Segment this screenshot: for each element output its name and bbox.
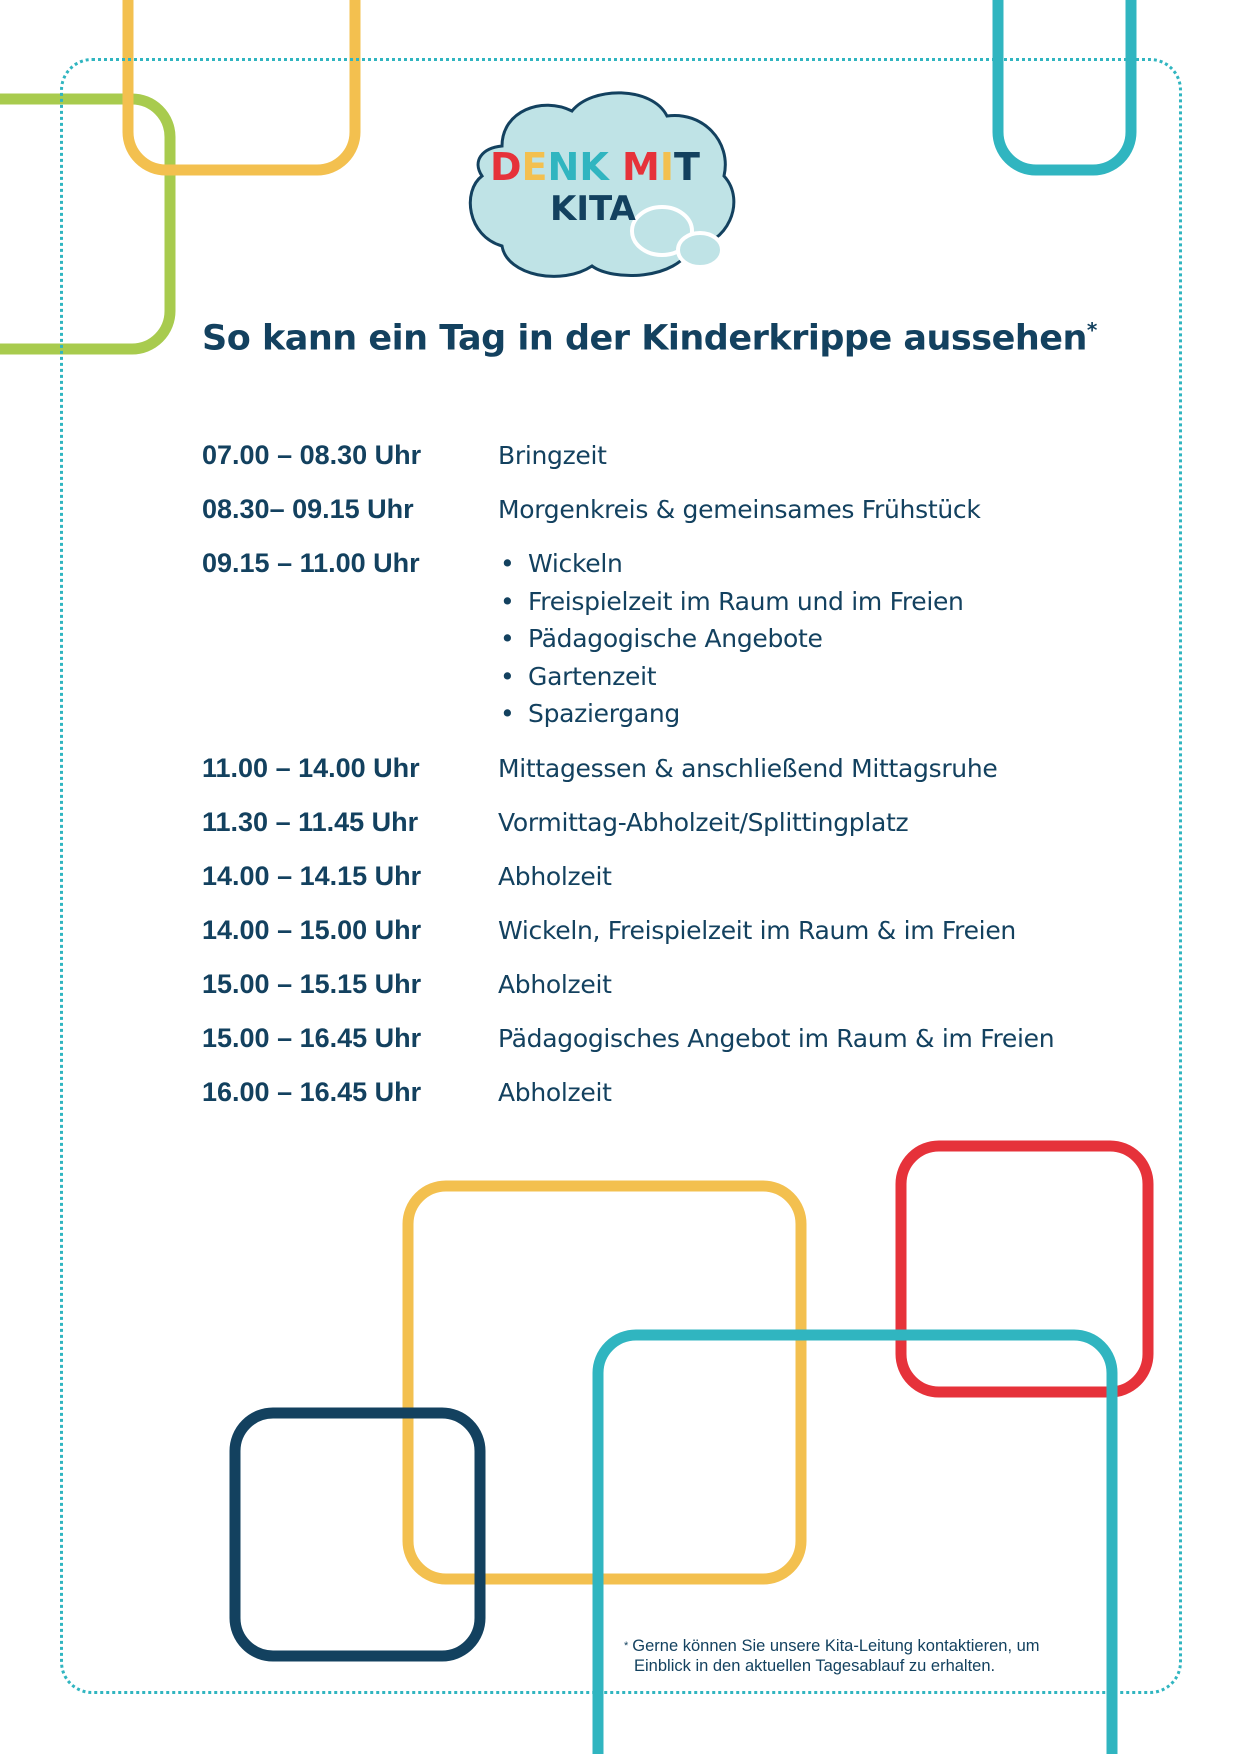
logo-letter: E	[521, 145, 548, 189]
schedule-row	[202, 545, 1102, 733]
denk-mit-kita-logo	[462, 86, 740, 282]
logo-letter	[609, 145, 622, 189]
logo-tiny-bubble	[678, 233, 722, 267]
schedule-activity: Abholzeit	[498, 861, 612, 891]
footnote-asterisk: *	[624, 1640, 629, 1652]
schedule-activity: Vormittag-Abholzeit/Splittingplatz	[498, 807, 909, 837]
schedule-time: 14.00 – 15.00 Uhr	[202, 914, 422, 945]
schedule-bullet-list	[498, 545, 1102, 733]
list-item-text: Gartenzeit	[528, 661, 657, 691]
list-item-text: Freispielzeit im Raum und im Freien	[528, 586, 964, 616]
page-title-text: So kann ein Tag in der Kinderkrippe aussehen	[202, 318, 1087, 359]
schedule-row	[202, 750, 1102, 787]
list-item-text: Spaziergang	[528, 699, 680, 729]
footnote	[624, 1636, 1094, 1676]
schedule-row	[202, 491, 1102, 528]
list-item	[498, 620, 1102, 658]
logo-letter: K	[579, 145, 609, 189]
schedule-row	[202, 1020, 1102, 1057]
schedule-activity: Pädagogisches Angebot im Raum & im Freien	[498, 1023, 1055, 1053]
schedule-time: 11.30 – 11.45 Uhr	[202, 806, 419, 837]
schedule-time: 14.00 – 14.15 Uhr	[202, 860, 422, 891]
schedule-time: 15.00 – 16.45 Uhr	[202, 1022, 422, 1053]
logo-letter: M	[622, 145, 660, 189]
schedule-activity: Bringzeit	[498, 441, 607, 470]
schedule-row	[202, 1074, 1102, 1111]
schedule-row	[202, 966, 1102, 1003]
list-item	[498, 583, 1102, 621]
teal-rounded-square-bottom	[598, 1335, 1112, 1754]
schedule-row	[202, 858, 1102, 895]
bullet-icon: •	[500, 586, 515, 616]
page-title	[202, 318, 1122, 359]
logo-line2: KITA	[550, 189, 636, 229]
schedule-row	[202, 912, 1102, 949]
logo-letter: I	[659, 145, 674, 189]
list-item-text: Wickeln	[528, 549, 623, 578]
schedule-row	[202, 804, 1102, 841]
schedule-activity: Abholzeit	[498, 969, 612, 999]
bullet-icon: •	[500, 549, 515, 578]
logo-letter: D	[490, 145, 522, 189]
logo-letter: T	[673, 145, 700, 189]
bullet-icon: •	[500, 624, 515, 654]
schedule-time: 07.00 – 08.30 Uhr	[202, 440, 422, 470]
bullet-icon: •	[500, 699, 515, 729]
schedule-time: 09.15 – 11.00 Uhr	[202, 548, 420, 578]
title-asterisk: *	[1086, 318, 1097, 342]
schedule-time: 15.00 – 15.15 Uhr	[202, 968, 422, 999]
schedule-time: 08.30– 09.15 Uhr	[202, 494, 414, 524]
schedule-activity: Abholzeit	[498, 1077, 612, 1107]
schedule-time: 16.00 – 16.45 Uhr	[202, 1076, 422, 1107]
schedule-row	[202, 437, 1102, 474]
schedule-activity: Morgenkreis & gemeinsames Frühstück	[498, 495, 981, 524]
daily-schedule	[202, 437, 1102, 1128]
schedule-activity: Mittagessen & anschließend Mittagsruhe	[498, 753, 998, 783]
list-item	[498, 695, 1102, 733]
logo-line1	[490, 145, 700, 189]
list-item-text: Pädagogische Angebote	[528, 624, 823, 654]
list-item	[498, 545, 1102, 583]
list-item	[498, 658, 1102, 696]
logo-letter: N	[547, 145, 580, 189]
bullet-icon: •	[500, 661, 515, 691]
schedule-time: 11.00 – 14.00 Uhr	[202, 752, 420, 783]
footnote-line2: Einblick in den aktuellen Tagesablauf zu erhalten.	[634, 1657, 996, 1675]
schedule-activity: Wickeln, Freispielzeit im Raum & im Freien	[498, 915, 1016, 945]
footnote-text-1: Gerne können Sie unsere Kita-Leitung kontaktieren, um	[632, 1637, 1040, 1655]
footnote-line1	[624, 1636, 1094, 1656]
